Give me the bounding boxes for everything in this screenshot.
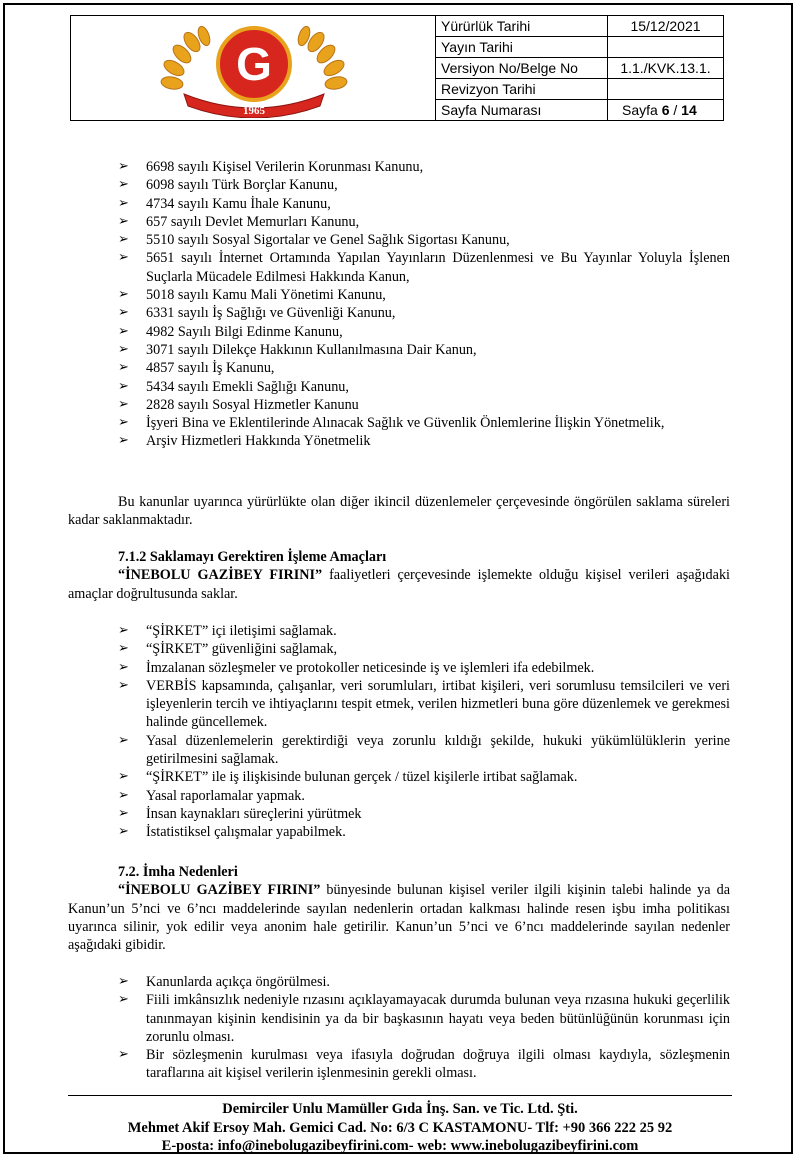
law-item [118,396,730,414]
meta-label: Yürürlük Tarihi [436,16,608,36]
intro-text: faaliyetleri çerçevesinde işlemekte olduğu kişisel verileri aşağıdaki amaçlar doğrultusunda saklar. [68,567,730,602]
law-list [118,158,730,451]
company-name: “İNEBOLU GAZİBEY FIRINI” [118,567,323,584]
purpose-item [118,768,730,786]
intro-text: bünyesinde bulunan kişisel veriler ilgili kişinin talebi halinde ya da Kanun’un 5’nci ve 6’ncı maddelerinde sayılan nedenlerin ortadan kalkması halinde resen işbu imha politikası uyarınca silinir, yok edilir veya anonim hale getirilir. Kanun’un 5’nci ve 6’ncı maddelerinde sayılan nedenler aşağıdaki gibidir. [68,882,730,954]
list-item-text: “ŞİRKET” ile iş ilişkisinde bulunan gerçek / tüzel kişilerle irtibat sağlamak. [146,769,578,786]
logo-cell [71,16,436,120]
footer-company: Demirciler Unlu Mamüller Gıda İnş. San. ve Tic. Ltd. Şti. [222,1101,578,1117]
arrow-bullet-icon: ➢ [118,159,129,174]
law-item [118,286,730,304]
list-item-text: 3071 sayılı Dilekçe Hakkının Kullanılmasına Dair Kanun, [146,341,477,358]
list-item-text: 4982 Sayılı Bilgi Edinme Kanunu, [146,323,343,340]
list-item-text: Arşiv Hizmetleri Hakkında Yönetmelik [146,433,371,450]
document-footer [0,1100,800,1156]
law-item [118,176,730,194]
law-item [118,158,730,176]
footer-divider [68,1095,732,1096]
arrow-bullet-icon: ➢ [118,787,129,803]
law-item [118,231,730,249]
page-prefix: Sayfa [622,102,658,118]
law-item [118,341,730,359]
section-intro [68,566,730,603]
logo-letter: G [236,38,272,90]
list-item-text: 5434 sayılı Emekli Sağlığı Kanunu, [146,378,349,395]
law-item [118,432,730,450]
law-item [118,359,730,377]
arrow-bullet-icon: ➢ [118,659,129,675]
reasons-list [118,973,730,1083]
list-item-text: Kanunlarda açıkça öngörülmesi. [146,974,330,990]
footer-contact: E-posta: info@inebolugazibeyfirini.com- web: www.inebolugazibeyfirini.com [161,1138,639,1154]
arrow-bullet-icon: ➢ [118,623,129,638]
arrow-bullet-icon: ➢ [118,232,129,248]
reasons-list-section [118,973,730,1083]
arrow-bullet-icon: ➢ [118,177,129,193]
law-list-section [118,158,730,451]
meta-row-effective-date [436,16,723,37]
arrow-bullet-icon: ➢ [118,213,129,229]
page-number [608,100,723,120]
list-item-text: “ŞİRKET” güvenliğini sağlamak, [146,641,338,658]
list-item-text: Fiili imkânsızlık nedeniyle rızasını açıklayamayacak durumda bulunan veya rızasına hukuki geçerlilik tanınmayan kişinin kendisinin ya da bir başkasının hayatı veya beden bütünlüğünün korunması için zorunlu olması. [146,992,730,1045]
arrow-bullet-icon: ➢ [118,992,129,1008]
list-item-text: 4734 sayılı Kamu İhale Kanunu, [146,195,331,212]
list-item-text: 2828 sayılı Sosyal Hizmetler Kanunu [146,396,359,413]
list-item-text: VERBİS kapsamında, çalışanlar, veri sorumluları, irtibat kişileri, veri sorumlusu temsilcileri ve veri işleyenlerin tercih ve ihtiyaçlarını tespit etmek, verilen hizmetleri buna göre düzenlemek ve gerekmesi halinde güncellemek. [146,677,730,731]
section-heading: 7.2. İmha Nedenleri [118,864,238,880]
meta-row-version [436,58,723,79]
arrow-bullet-icon: ➢ [118,415,129,431]
list-item-text: 4857 sayılı İş Kanunu, [146,360,275,377]
arrow-bullet-icon: ➢ [118,396,129,412]
meta-value: 1.1./KVK.13.1. [620,60,711,76]
arrow-bullet-icon: ➢ [118,341,129,357]
arrow-bullet-icon: ➢ [118,769,129,785]
arrow-bullet-icon: ➢ [118,323,129,339]
meta-label: Versiyon No/Belge No [436,58,608,78]
purpose-item [118,677,730,732]
purpose-item [118,823,730,841]
law-item [118,323,730,341]
list-item-text: İstatistiksel çalışmalar yapabilmek. [146,824,346,841]
meta-row-revision-date [436,79,723,100]
meta-row-page-number [436,100,723,120]
section-7-2 [68,863,730,954]
arrow-bullet-icon: ➢ [118,641,129,657]
arrow-bullet-icon: ➢ [118,378,129,394]
list-item-text: 5510 sayılı Sosyal Sigortalar ve Genel Sağlık Sigortası Kanunu, [146,232,510,249]
reason-item [118,1046,730,1083]
purposes-list [118,622,730,842]
arrow-bullet-icon: ➢ [118,287,129,303]
purpose-item [118,805,730,823]
list-item-text: 657 sayılı Devlet Memurları Kanunu, [146,213,360,230]
meta-value [608,37,723,57]
meta-row-publish-date [436,37,723,58]
list-item-text: 6698 sayılı Kişisel Verilerin Korunması Kanunu, [146,159,424,175]
list-item-text: “ŞİRKET” içi iletişimi sağlamak. [146,623,337,639]
arrow-bullet-icon: ➢ [118,195,129,211]
arrow-bullet-icon: ➢ [118,732,129,748]
meta-label: Revizyon Tarihi [436,79,608,99]
arrow-bullet-icon: ➢ [118,1047,129,1063]
arrow-bullet-icon: ➢ [118,974,129,989]
company-name: “İNEBOLU GAZİBEY FIRINI” [118,882,321,899]
logo-year: 1965 [243,105,265,117]
list-item-text: İnsan kaynakları süreçlerini yürütmek [146,805,362,822]
list-item-text: 6331 sayılı İş Sağlığı ve Güvenliği Kanunu, [146,305,396,322]
list-item-text: 6098 sayılı Türk Borçlar Kanunu, [146,177,338,194]
document-header [70,15,724,121]
list-item-text: Yasal raporlamalar yapmak. [146,787,305,804]
page-current: 6 [661,102,670,118]
list-item-text: 5651 sayılı İnternet Ortamında Yapılan Yayınların Düzenlenmesi ve Bu Yayınlar Yoluyla İşlenen Suçlarla Mücadele Edilmesi Hakkında Kanun, [146,250,730,285]
purpose-item [118,732,730,769]
document-meta-table [436,16,723,120]
purpose-item [118,640,730,658]
law-item [118,414,730,432]
laws-paragraph-block [68,493,730,530]
purposes-list-section [118,622,730,842]
list-item-text: İmzalanan sözleşmeler ve protokoller neticesinde iş ve işlemleri ifa edebilmek. [146,659,595,676]
arrow-bullet-icon: ➢ [118,677,129,693]
list-item-text: Bir sözleşmenin kurulması veya ifasıyla doğrudan doğruya ilgili olması kaydıyla, sözleşmenin taraflarına ait kişisel verilerin işlenmesinin gerekli olması. [146,1047,730,1082]
purpose-item [118,659,730,677]
arrow-bullet-icon: ➢ [118,824,129,840]
meta-label: Yayın Tarihi [436,37,608,57]
section-7-1-2 [68,548,730,603]
law-item [118,378,730,396]
laws-paragraph: Bu kanunlar uyarınca yürürlükte olan diğer ikincil düzenlemeler çerçevesinde öngörülen saklama süreleri kadar saklanmaktadır. [68,494,730,529]
reason-item [118,991,730,1046]
law-item [118,304,730,322]
arrow-bullet-icon: ➢ [118,305,129,321]
page-separator: / [673,102,678,118]
arrow-bullet-icon: ➢ [118,805,129,821]
meta-label: Sayfa Numarası [436,100,608,120]
law-item [118,195,730,213]
meta-value: 15/12/2021 [630,18,701,34]
purpose-item [118,787,730,805]
arrow-bullet-icon: ➢ [118,433,129,449]
company-logo [154,22,354,118]
page-total: 14 [681,102,697,118]
footer-address: Mehmet Akif Ersoy Mah. Gemici Cad. No: 6/3 C KASTAMONU- Tlf: +90 366 222 25 92 [127,1119,673,1136]
section-intro [68,881,730,954]
arrow-bullet-icon: ➢ [118,360,129,376]
list-item-text: 5018 sayılı Kamu Mali Yönetimi Kanunu, [146,287,386,304]
purpose-item [118,622,730,640]
reason-item [118,973,730,991]
arrow-bullet-icon: ➢ [118,250,129,266]
law-item [118,213,730,231]
meta-value [608,79,723,99]
law-item [118,249,730,286]
list-item-text: İşyeri Bina ve Eklentilerinde Alınacak Sağlık ve Güvenlik Önlemlerine İlişkin Yönetmelik, [146,415,665,432]
section-heading: 7.1.2 Saklamayı Gerektiren İşleme Amaçları [118,549,387,565]
list-item-text: Yasal düzenlemelerin gerektirdiği veya zorunlu kıldığı şekilde, hukuki yükümlülüklerin yerine getirilmesini sağlamak. [146,732,730,768]
